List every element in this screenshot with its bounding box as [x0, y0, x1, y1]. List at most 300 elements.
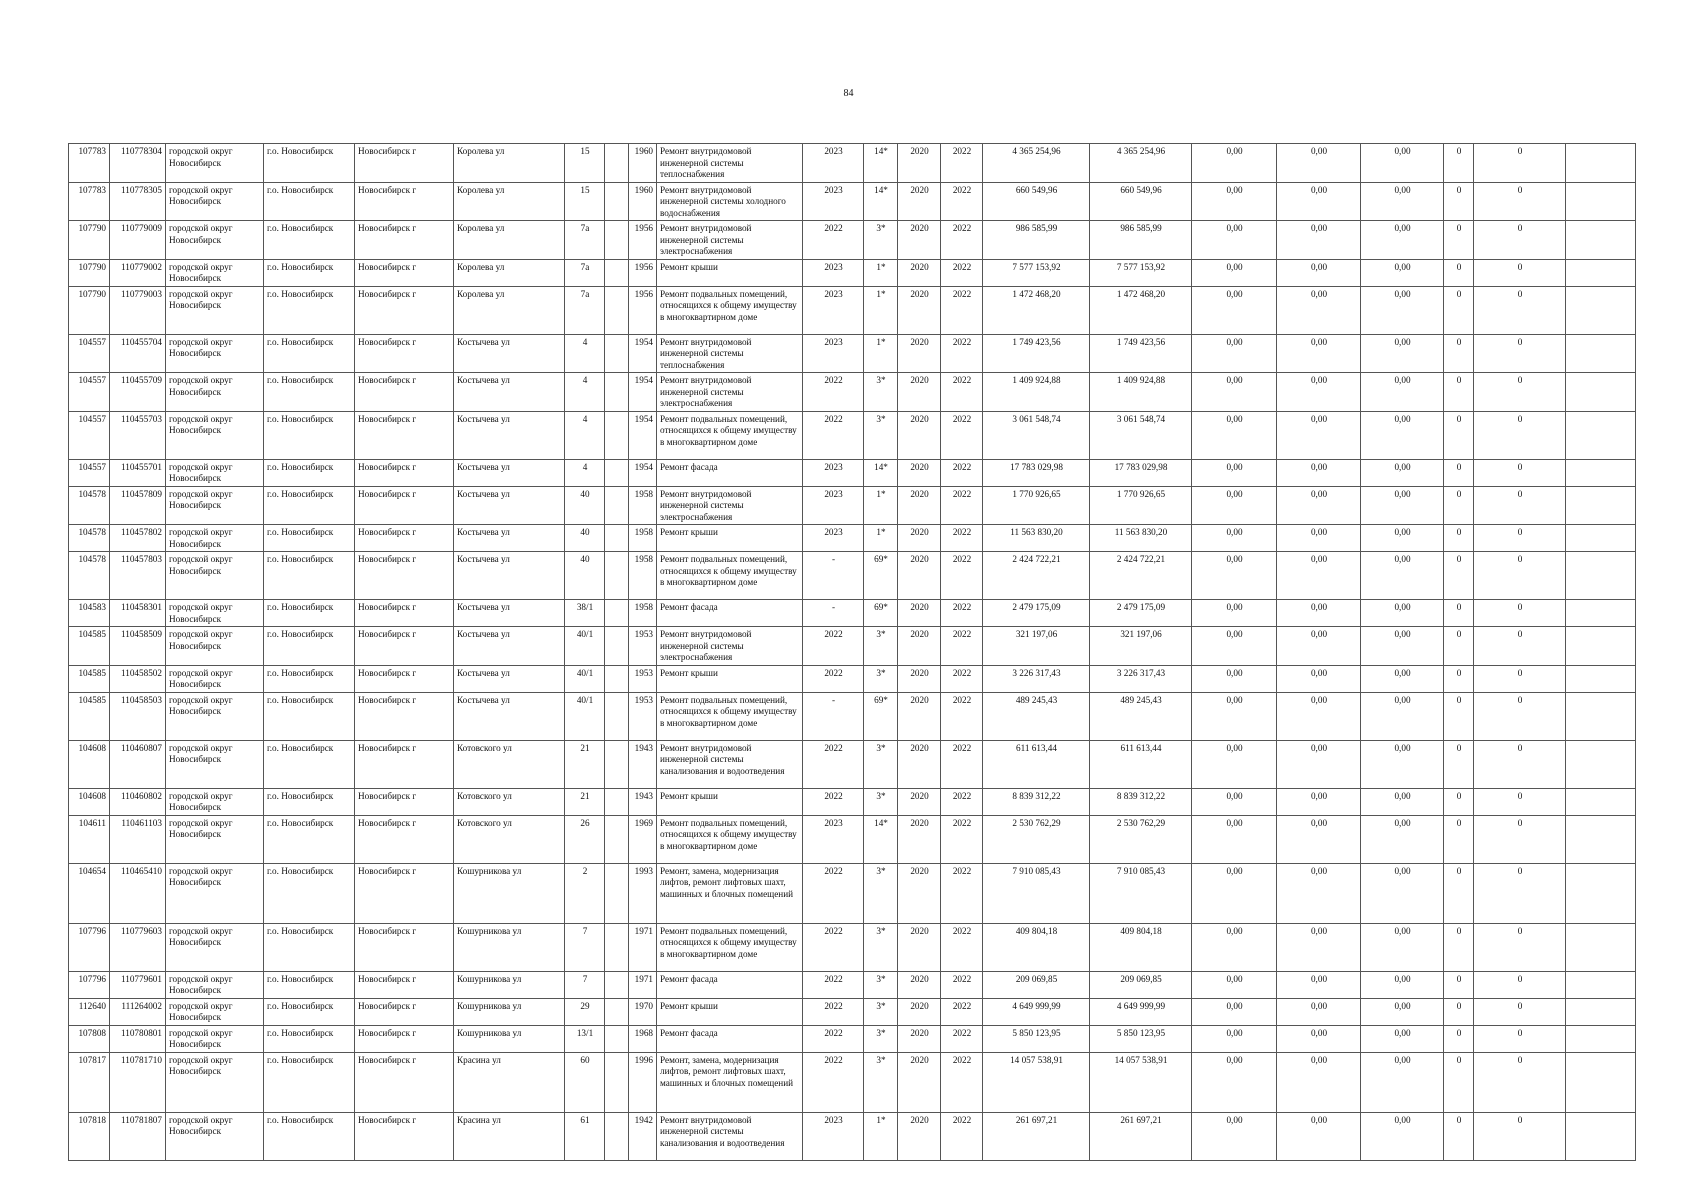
cell-city: Новосибирск г: [355, 259, 454, 286]
cell-priority: 3*: [864, 1052, 898, 1112]
cell-house: 13/1: [565, 1025, 605, 1052]
cell-id: 107796: [69, 971, 110, 998]
cell-city: Новосибирск г: [355, 221, 454, 260]
cell-code: 110458509: [110, 627, 166, 666]
cell-district: г.о. Новосибирск: [264, 486, 355, 525]
cell-house: 7: [565, 923, 605, 971]
cell-district: г.о. Новосибирск: [264, 788, 355, 815]
cell-total-cost: 2 530 762,29: [983, 815, 1090, 863]
cell-code: 110778305: [110, 182, 166, 221]
cell-city: Новосибирск г: [355, 863, 454, 923]
table-row: [69, 1052, 1636, 1112]
cell-extra: [1566, 459, 1636, 486]
cell-year-built: 1956: [629, 259, 657, 286]
cell-municipality: городской округ Новосибирск: [166, 286, 264, 334]
cell-cost-a: 0,00: [1192, 373, 1277, 412]
cell-period-start: 2020: [898, 998, 941, 1025]
cell-extra: [1566, 552, 1636, 600]
cell-work: Ремонт крыши: [657, 525, 803, 552]
cell-street: Красина ул: [454, 1052, 565, 1112]
cell-period-end: 2022: [941, 525, 983, 552]
cell-priority: 14*: [864, 144, 898, 183]
cell-year-built: 1960: [629, 182, 657, 221]
cell-district: г.о. Новосибирск: [264, 600, 355, 627]
cell-val-a: 0: [1444, 259, 1474, 286]
cell-city: Новосибирск г: [355, 740, 454, 788]
cell-cost-b: 0,00: [1277, 998, 1361, 1025]
table-row: [69, 600, 1636, 627]
cell-val-b: 0: [1474, 373, 1566, 412]
cell-fund-cost: 7 910 085,43: [1090, 863, 1192, 923]
cell-cost-a: 0,00: [1192, 182, 1277, 221]
cell-work: Ремонт крыши: [657, 259, 803, 286]
cell-street: Костычева ул: [454, 692, 565, 740]
cell-year-plan: 2023: [803, 286, 864, 334]
table-row: [69, 665, 1636, 692]
cell-year-built: 1943: [629, 788, 657, 815]
cell-year-built: 1971: [629, 971, 657, 998]
cell-cost-a: 0,00: [1192, 692, 1277, 740]
cell-municipality: городской округ Новосибирск: [166, 788, 264, 815]
cell-extra: [1566, 411, 1636, 459]
cell-city: Новосибирск г: [355, 334, 454, 373]
cell-period-start: 2020: [898, 259, 941, 286]
cell-year-plan: -: [803, 600, 864, 627]
cell-house: 4: [565, 411, 605, 459]
cell-cost-a: 0,00: [1192, 815, 1277, 863]
cell-work: Ремонт подвальных помещений, относящихся к общему имуществу в многоквартирном доме: [657, 286, 803, 334]
cell-work: Ремонт внутридомовой инженерной системы холодного водоснабжения: [657, 182, 803, 221]
cell-extra: [1566, 334, 1636, 373]
cell-cost-a: 0,00: [1192, 665, 1277, 692]
cell-municipality: городской округ Новосибирск: [166, 600, 264, 627]
cell-year-built: 1958: [629, 525, 657, 552]
cell-year-built: 1958: [629, 600, 657, 627]
cell-period-end: 2022: [941, 552, 983, 600]
cell-year-plan: 2022: [803, 740, 864, 788]
cell-cost-b: 0,00: [1277, 971, 1361, 998]
cell-code: 110779009: [110, 221, 166, 260]
cell-municipality: городской округ Новосибирск: [166, 552, 264, 600]
cell-extra: [1566, 1112, 1636, 1160]
cell-cost-b: 0,00: [1277, 286, 1361, 334]
cell-year-built: 1954: [629, 373, 657, 412]
table-row: [69, 692, 1636, 740]
cell-street: Красина ул: [454, 1112, 565, 1160]
cell-id: 107818: [69, 1112, 110, 1160]
table-row: [69, 1112, 1636, 1160]
cell-total-cost: 2 479 175,09: [983, 600, 1090, 627]
cell-code: 110781710: [110, 1052, 166, 1112]
cell-total-cost: 986 585,99: [983, 221, 1090, 260]
cell-val-a: 0: [1444, 600, 1474, 627]
cell-year-built: 1970: [629, 998, 657, 1025]
cell-cost-c: 0,00: [1361, 1052, 1444, 1112]
cell-period-start: 2020: [898, 863, 941, 923]
cell-municipality: городской округ Новосибирск: [166, 221, 264, 260]
cell-val-b: 0: [1474, 552, 1566, 600]
cell-district: г.о. Новосибирск: [264, 1052, 355, 1112]
cell-period-start: 2020: [898, 627, 941, 666]
cell-cost-b: 0,00: [1277, 486, 1361, 525]
table-row: [69, 788, 1636, 815]
cell-period-end: 2022: [941, 373, 983, 412]
cell-house: 40: [565, 552, 605, 600]
cell-priority: 3*: [864, 373, 898, 412]
cell-municipality: городской округ Новосибирск: [166, 486, 264, 525]
table-row: [69, 221, 1636, 260]
cell-period-end: 2022: [941, 863, 983, 923]
cell-val-b: 0: [1474, 144, 1566, 183]
cell-district: г.о. Новосибирск: [264, 221, 355, 260]
cell-code: 110779002: [110, 259, 166, 286]
cell-period-end: 2022: [941, 815, 983, 863]
cell-id: 104585: [69, 627, 110, 666]
cell-work: Ремонт внутридомовой инженерной системы канализования и водоотведения: [657, 740, 803, 788]
cell-code: 110460802: [110, 788, 166, 815]
cell-total-cost: 489 245,43: [983, 692, 1090, 740]
cell-fund-cost: 209 069,85: [1090, 971, 1192, 998]
cell-house: 4: [565, 459, 605, 486]
cell-total-cost: 5 850 123,95: [983, 1025, 1090, 1052]
cell-year-plan: 2022: [803, 863, 864, 923]
cell-year-plan: 2023: [803, 525, 864, 552]
cell-val-a: 0: [1444, 971, 1474, 998]
cell-year-plan: 2023: [803, 334, 864, 373]
cell-code: 110457809: [110, 486, 166, 525]
cell-cost-c: 0,00: [1361, 182, 1444, 221]
cell-street: Костычева ул: [454, 459, 565, 486]
cell-val-a: 0: [1444, 373, 1474, 412]
cell-period-start: 2020: [898, 552, 941, 600]
cell-district: г.о. Новосибирск: [264, 459, 355, 486]
cell-period-end: 2022: [941, 411, 983, 459]
cell-code: 110455703: [110, 411, 166, 459]
cell-period-start: 2020: [898, 486, 941, 525]
cell-city: Новосибирск г: [355, 665, 454, 692]
cell-val-a: 0: [1444, 525, 1474, 552]
cell-work: Ремонт крыши: [657, 788, 803, 815]
cell-district: г.о. Новосибирск: [264, 182, 355, 221]
cell-period-start: 2020: [898, 221, 941, 260]
cell-fund-cost: 4 649 999,99: [1090, 998, 1192, 1025]
cell-id: 104578: [69, 525, 110, 552]
cell-city: Новосибирск г: [355, 788, 454, 815]
cell-val-b: 0: [1474, 665, 1566, 692]
cell-district: г.о. Новосибирск: [264, 971, 355, 998]
cell-period-end: 2022: [941, 334, 983, 373]
cell-house: 2: [565, 863, 605, 923]
cell-period-end: 2022: [941, 665, 983, 692]
cell-house: 7а: [565, 259, 605, 286]
cell-district: г.о. Новосибирск: [264, 552, 355, 600]
cell-val-a: 0: [1444, 334, 1474, 373]
cell-val-b: 0: [1474, 998, 1566, 1025]
cell-work: Ремонт подвальных помещений, относящихся к общему имуществу в многоквартирном доме: [657, 411, 803, 459]
cell-housing: [605, 788, 629, 815]
cell-fund-cost: 3 226 317,43: [1090, 665, 1192, 692]
cell-code: 110780801: [110, 1025, 166, 1052]
cell-housing: [605, 411, 629, 459]
cell-housing: [605, 1025, 629, 1052]
cell-work: Ремонт, замена, модернизация лифтов, ремонт лифтовых шахт, машинных и блочных помещений: [657, 863, 803, 923]
cell-housing: [605, 998, 629, 1025]
cell-municipality: городской округ Новосибирск: [166, 815, 264, 863]
cell-cost-a: 0,00: [1192, 459, 1277, 486]
cell-id: 104608: [69, 740, 110, 788]
cell-extra: [1566, 144, 1636, 183]
cell-cost-c: 0,00: [1361, 144, 1444, 183]
cell-priority: 1*: [864, 1112, 898, 1160]
cell-house: 38/1: [565, 600, 605, 627]
cell-period-start: 2020: [898, 525, 941, 552]
cell-work: Ремонт внутридомовой инженерной системы электроснабжения: [657, 373, 803, 412]
cell-district: г.о. Новосибирск: [264, 525, 355, 552]
cell-val-a: 0: [1444, 665, 1474, 692]
cell-cost-c: 0,00: [1361, 525, 1444, 552]
cell-priority: 69*: [864, 692, 898, 740]
cell-extra: [1566, 600, 1636, 627]
cell-housing: [605, 863, 629, 923]
cell-housing: [605, 144, 629, 183]
cell-total-cost: 11 563 830,20: [983, 525, 1090, 552]
cell-cost-c: 0,00: [1361, 459, 1444, 486]
cell-year-plan: 2023: [803, 182, 864, 221]
cell-fund-cost: 8 839 312,22: [1090, 788, 1192, 815]
cell-municipality: городской округ Новосибирск: [166, 627, 264, 666]
cell-total-cost: 3 226 317,43: [983, 665, 1090, 692]
table-row: [69, 740, 1636, 788]
cell-house: 7а: [565, 221, 605, 260]
cell-priority: 3*: [864, 627, 898, 666]
cell-period-start: 2020: [898, 1052, 941, 1112]
cell-total-cost: 209 069,85: [983, 971, 1090, 998]
cell-val-a: 0: [1444, 788, 1474, 815]
cell-housing: [605, 740, 629, 788]
cell-housing: [605, 1052, 629, 1112]
cell-housing: [605, 815, 629, 863]
cell-total-cost: 14 057 538,91: [983, 1052, 1090, 1112]
cell-code: 110465410: [110, 863, 166, 923]
cell-cost-a: 0,00: [1192, 486, 1277, 525]
cell-work: Ремонт внутридомовой инженерной системы теплоснабжения: [657, 144, 803, 183]
cell-year-built: 1942: [629, 1112, 657, 1160]
cell-priority: 3*: [864, 788, 898, 815]
cell-work: Ремонт крыши: [657, 998, 803, 1025]
cell-street: Королева ул: [454, 144, 565, 183]
cell-housing: [605, 971, 629, 998]
cell-cost-b: 0,00: [1277, 221, 1361, 260]
cell-cost-c: 0,00: [1361, 373, 1444, 412]
cell-year-plan: 2022: [803, 221, 864, 260]
cell-municipality: городской округ Новосибирск: [166, 692, 264, 740]
cell-work: Ремонт внутридомовой инженерной системы электроснабжения: [657, 486, 803, 525]
cell-extra: [1566, 221, 1636, 260]
cell-cost-a: 0,00: [1192, 221, 1277, 260]
cell-code: 110779601: [110, 971, 166, 998]
cell-housing: [605, 1112, 629, 1160]
cell-year-plan: -: [803, 692, 864, 740]
cell-street: Костычева ул: [454, 411, 565, 459]
cell-total-cost: 7 910 085,43: [983, 863, 1090, 923]
cell-housing: [605, 373, 629, 412]
cell-house: 60: [565, 1052, 605, 1112]
cell-val-a: 0: [1444, 459, 1474, 486]
cell-priority: 14*: [864, 182, 898, 221]
cell-val-a: 0: [1444, 692, 1474, 740]
cell-fund-cost: 2 479 175,09: [1090, 600, 1192, 627]
cell-house: 21: [565, 788, 605, 815]
cell-val-b: 0: [1474, 259, 1566, 286]
cell-cost-a: 0,00: [1192, 627, 1277, 666]
cell-fund-cost: 14 057 538,91: [1090, 1052, 1192, 1112]
cell-extra: [1566, 788, 1636, 815]
cell-extra: [1566, 286, 1636, 334]
cell-cost-b: 0,00: [1277, 788, 1361, 815]
cell-cost-b: 0,00: [1277, 182, 1361, 221]
cell-district: г.о. Новосибирск: [264, 665, 355, 692]
cell-street: Котовского ул: [454, 788, 565, 815]
cell-year-built: 1956: [629, 221, 657, 260]
cell-period-start: 2020: [898, 600, 941, 627]
cell-district: г.о. Новосибирск: [264, 334, 355, 373]
cell-fund-cost: 261 697,21: [1090, 1112, 1192, 1160]
cell-period-end: 2022: [941, 600, 983, 627]
cell-cost-a: 0,00: [1192, 411, 1277, 459]
cell-housing: [605, 923, 629, 971]
cell-street: Костычева ул: [454, 627, 565, 666]
cell-year-built: 1993: [629, 863, 657, 923]
cell-val-b: 0: [1474, 1112, 1566, 1160]
cell-period-start: 2020: [898, 692, 941, 740]
cell-period-start: 2020: [898, 334, 941, 373]
cell-fund-cost: 409 804,18: [1090, 923, 1192, 971]
cell-total-cost: 1 749 423,56: [983, 334, 1090, 373]
table-row: [69, 998, 1636, 1025]
cell-municipality: городской округ Новосибирск: [166, 144, 264, 183]
cell-municipality: городской округ Новосибирск: [166, 998, 264, 1025]
cell-id: 104654: [69, 863, 110, 923]
cell-fund-cost: 5 850 123,95: [1090, 1025, 1192, 1052]
cell-work: Ремонт внутридомовой инженерной системы теплоснабжения: [657, 334, 803, 373]
cell-val-b: 0: [1474, 627, 1566, 666]
cell-cost-b: 0,00: [1277, 411, 1361, 459]
cell-cost-a: 0,00: [1192, 863, 1277, 923]
cell-code: 110778304: [110, 144, 166, 183]
cell-house: 7: [565, 971, 605, 998]
cell-val-b: 0: [1474, 525, 1566, 552]
cell-year-plan: 2023: [803, 144, 864, 183]
cell-cost-b: 0,00: [1277, 815, 1361, 863]
cell-housing: [605, 459, 629, 486]
cell-housing: [605, 259, 629, 286]
cell-year-plan: 2022: [803, 1025, 864, 1052]
cell-code: 110781807: [110, 1112, 166, 1160]
cell-year-built: 1953: [629, 665, 657, 692]
cell-priority: 1*: [864, 259, 898, 286]
cell-cost-b: 0,00: [1277, 665, 1361, 692]
cell-period-end: 2022: [941, 1112, 983, 1160]
cell-work: Ремонт подвальных помещений, относящихся к общему имуществу в многоквартирном доме: [657, 815, 803, 863]
cell-municipality: городской округ Новосибирск: [166, 1112, 264, 1160]
table-row: [69, 815, 1636, 863]
cell-val-b: 0: [1474, 815, 1566, 863]
cell-city: Новосибирск г: [355, 486, 454, 525]
table-row: [69, 552, 1636, 600]
cell-code: 110455709: [110, 373, 166, 412]
cell-work: Ремонт подвальных помещений, относящихся к общему имуществу в многоквартирном доме: [657, 923, 803, 971]
cell-val-a: 0: [1444, 1052, 1474, 1112]
cell-period-end: 2022: [941, 286, 983, 334]
cell-street: Костычева ул: [454, 525, 565, 552]
cell-city: Новосибирск г: [355, 286, 454, 334]
cell-housing: [605, 182, 629, 221]
cell-val-b: 0: [1474, 600, 1566, 627]
cell-val-b: 0: [1474, 486, 1566, 525]
cell-priority: 1*: [864, 525, 898, 552]
cell-street: Костычева ул: [454, 373, 565, 412]
cell-priority: 3*: [864, 923, 898, 971]
cell-cost-b: 0,00: [1277, 552, 1361, 600]
cell-year-plan: 2022: [803, 971, 864, 998]
cell-id: 107817: [69, 1052, 110, 1112]
cell-cost-c: 0,00: [1361, 863, 1444, 923]
cell-cost-c: 0,00: [1361, 1112, 1444, 1160]
cell-fund-cost: 1 770 926,65: [1090, 486, 1192, 525]
cell-id: 104557: [69, 411, 110, 459]
cell-municipality: городской округ Новосибирск: [166, 259, 264, 286]
cell-cost-b: 0,00: [1277, 692, 1361, 740]
cell-id: 107790: [69, 221, 110, 260]
table-row: [69, 923, 1636, 971]
cell-year-plan: 2022: [803, 665, 864, 692]
cell-work: Ремонт фасада: [657, 459, 803, 486]
cell-period-start: 2020: [898, 286, 941, 334]
cell-period-end: 2022: [941, 221, 983, 260]
cell-period-start: 2020: [898, 740, 941, 788]
cell-street: Костычева ул: [454, 486, 565, 525]
cell-cost-a: 0,00: [1192, 334, 1277, 373]
cell-code: 111264002: [110, 998, 166, 1025]
cell-extra: [1566, 259, 1636, 286]
cell-code: 110779603: [110, 923, 166, 971]
cell-year-built: 1996: [629, 1052, 657, 1112]
cell-house: 15: [565, 144, 605, 183]
cell-period-start: 2020: [898, 1112, 941, 1160]
table-row: [69, 863, 1636, 923]
cell-year-plan: 2023: [803, 459, 864, 486]
cell-fund-cost: 17 783 029,98: [1090, 459, 1192, 486]
cell-year-plan: -: [803, 552, 864, 600]
cell-code: 110458503: [110, 692, 166, 740]
cell-total-cost: 4 365 254,96: [983, 144, 1090, 183]
cell-year-built: 1969: [629, 815, 657, 863]
cell-house: 40/1: [565, 665, 605, 692]
cell-cost-c: 0,00: [1361, 486, 1444, 525]
cell-id: 104578: [69, 552, 110, 600]
cell-fund-cost: 4 365 254,96: [1090, 144, 1192, 183]
cell-total-cost: 321 197,06: [983, 627, 1090, 666]
cell-total-cost: 17 783 029,98: [983, 459, 1090, 486]
cell-municipality: городской округ Новосибирск: [166, 863, 264, 923]
cell-id: 107783: [69, 182, 110, 221]
cell-house: 7а: [565, 286, 605, 334]
cell-district: г.о. Новосибирск: [264, 998, 355, 1025]
cell-extra: [1566, 627, 1636, 666]
cell-total-cost: 7 577 153,92: [983, 259, 1090, 286]
cell-work: Ремонт, замена, модернизация лифтов, ремонт лифтовых шахт, машинных и блочных помещений: [657, 1052, 803, 1112]
cell-val-b: 0: [1474, 459, 1566, 486]
